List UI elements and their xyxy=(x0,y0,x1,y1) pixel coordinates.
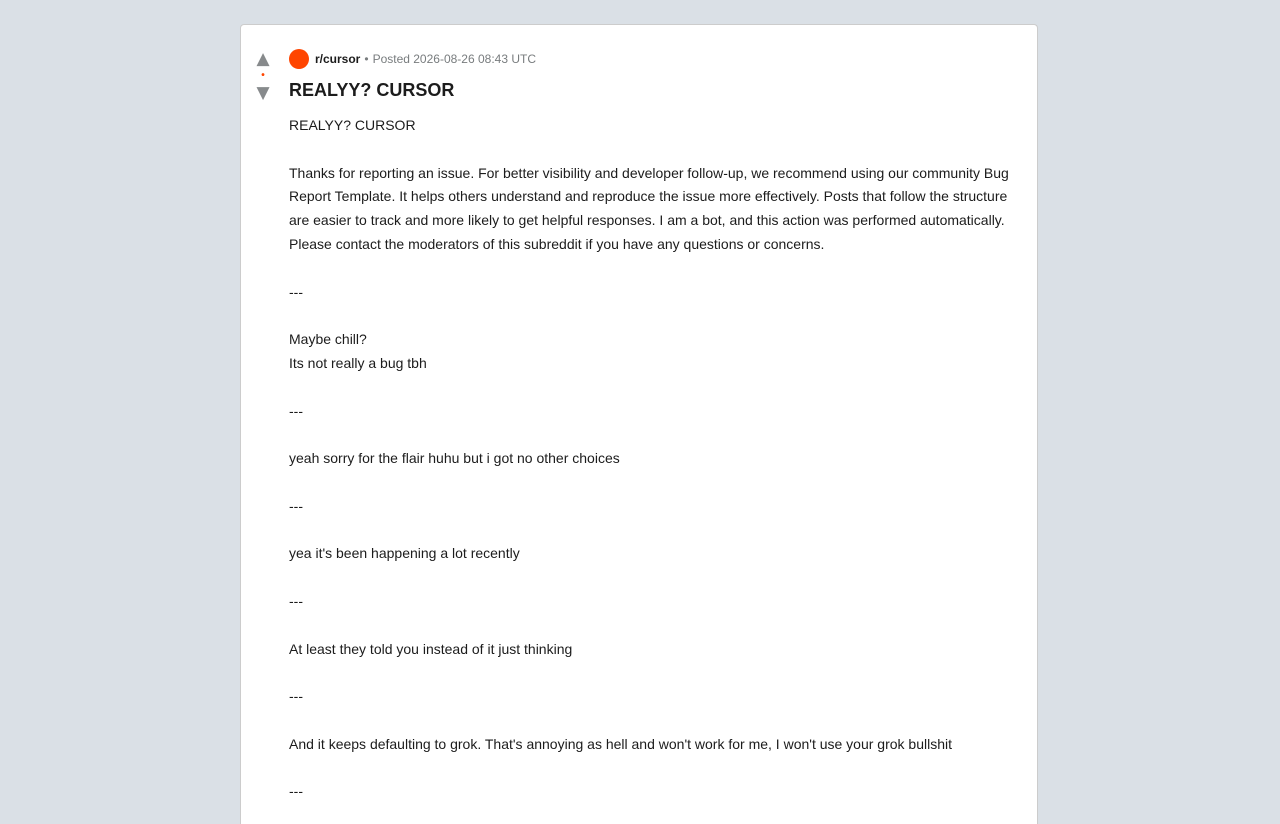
downvote-arrow-icon[interactable]: ▼ xyxy=(256,83,270,103)
post-timestamp: Posted 2026-08-26 08:43 UTC xyxy=(372,52,536,66)
post-card xyxy=(240,24,1038,824)
post-title[interactable]: REALYY? CURSOR xyxy=(289,80,455,100)
body-paragraph: At least they told you instead of it just thinking xyxy=(289,640,573,657)
paragraph-gap xyxy=(289,138,1013,162)
upvote-arrow-icon[interactable]: ▲ xyxy=(256,49,270,69)
paragraph-gap xyxy=(289,376,1013,400)
divider-text: --- xyxy=(289,592,303,609)
paragraph-gap xyxy=(289,257,1013,281)
subreddit-link[interactable]: r/cursor xyxy=(315,52,361,66)
vote-column xyxy=(241,49,285,103)
paragraph-gap xyxy=(289,757,1013,781)
post-content xyxy=(289,49,1013,804)
body-paragraph: Maybe chill? xyxy=(289,331,367,348)
divider-text: --- xyxy=(289,283,303,300)
post-body xyxy=(289,114,1013,804)
vote-score: • xyxy=(261,70,265,81)
paragraph-gap xyxy=(289,661,1013,685)
body-paragraph: yeah sorry for the flair huhu but i got no other choices xyxy=(289,450,620,467)
post-meta xyxy=(289,49,1013,69)
meta-separator: • xyxy=(364,52,369,66)
paragraph-gap xyxy=(289,423,1013,447)
paragraph-gap xyxy=(289,709,1013,733)
divider-text: --- xyxy=(289,783,303,800)
paragraph-gap xyxy=(289,304,1013,328)
divider-text: --- xyxy=(289,688,303,705)
paragraph-gap xyxy=(289,566,1013,590)
body-paragraph: yea it's been happening a lot recently xyxy=(289,545,520,562)
body-paragraph: And it keeps defaulting to grok. That's annoying as hell and won't work for me, I won't use your grok bullshit xyxy=(289,735,953,752)
paragraph-gap xyxy=(289,471,1013,495)
divider-text: --- xyxy=(289,402,303,419)
paragraph-gap xyxy=(289,519,1013,543)
body-paragraph: Its not really a bug tbh xyxy=(289,354,427,371)
body-paragraph: Thanks for reporting an issue. For better visibility and developer follow-up, we recommend using our community Bug Report Template. It helps others understand and reproduce the issue more effectively. Posts that follow the structure are easier to track and more likely to get helpful responses. I am a bot, and this action was performed automatically. Please contact the moderators of this subreddit if you have any questions or concerns. xyxy=(289,164,1009,252)
subreddit-icon[interactable] xyxy=(289,49,309,69)
divider-text: --- xyxy=(289,497,303,514)
body-paragraph: REALYY? CURSOR xyxy=(289,117,416,133)
paragraph-gap xyxy=(289,614,1013,638)
